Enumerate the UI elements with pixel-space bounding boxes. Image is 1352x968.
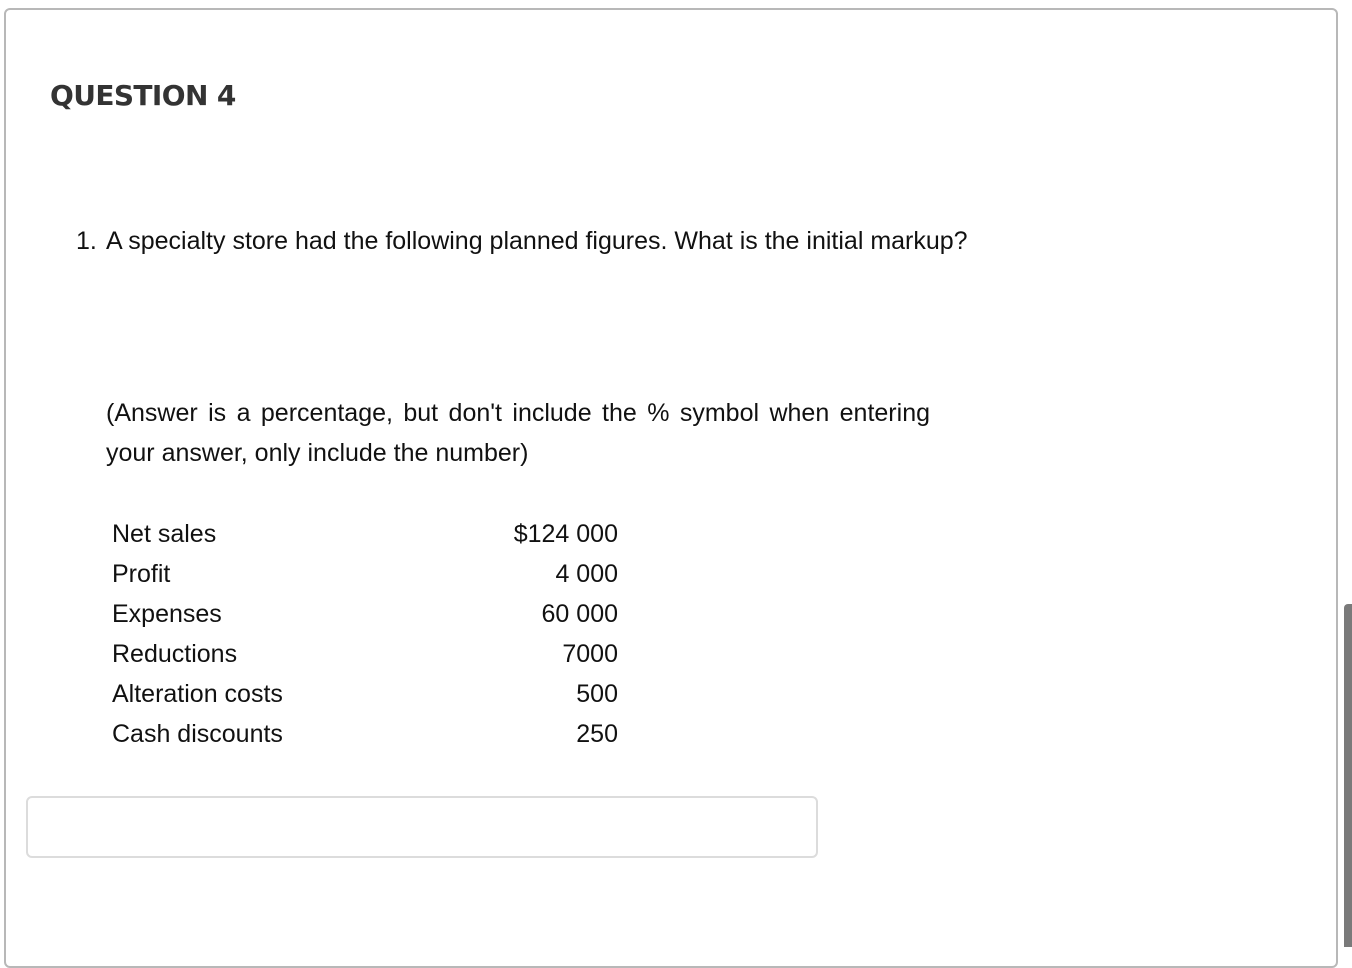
answer-input[interactable] [26, 796, 818, 858]
figure-label: Profit [112, 560, 171, 588]
figure-label: Reductions [112, 640, 238, 668]
question-title: QUESTION 4 [50, 79, 236, 112]
planned-figures-table [112, 514, 618, 754]
figure-row-profit [112, 554, 618, 594]
figure-row-cash-discounts [112, 714, 618, 754]
figure-row-reductions [112, 634, 618, 674]
figure-value: 250 [576, 720, 618, 748]
question-text: A specialty store had the following planned figures. What is the initial markup? [106, 227, 968, 255]
figure-label: Alteration costs [112, 680, 283, 708]
figure-row-alteration-costs [112, 674, 618, 714]
figure-row-expenses [112, 594, 618, 634]
figure-label: Expenses [112, 600, 222, 628]
figure-value: 7000 [562, 640, 618, 668]
figure-label: Net sales [112, 520, 217, 548]
question-prompt [76, 221, 1010, 261]
scrollbar-thumb[interactable] [1344, 604, 1352, 947]
figure-value: 60 000 [541, 600, 618, 628]
question-number: 1. [76, 227, 97, 255]
figure-row-net-sales [112, 514, 618, 554]
figure-value: 4 000 [555, 560, 618, 588]
figure-value: $124 000 [513, 520, 618, 548]
figure-label: Cash discounts [112, 720, 283, 748]
figure-value: 500 [576, 680, 618, 708]
answer-instructions: (Answer is a percentage, but don't include the % symbol when entering your answer, only include the number) [106, 399, 930, 467]
